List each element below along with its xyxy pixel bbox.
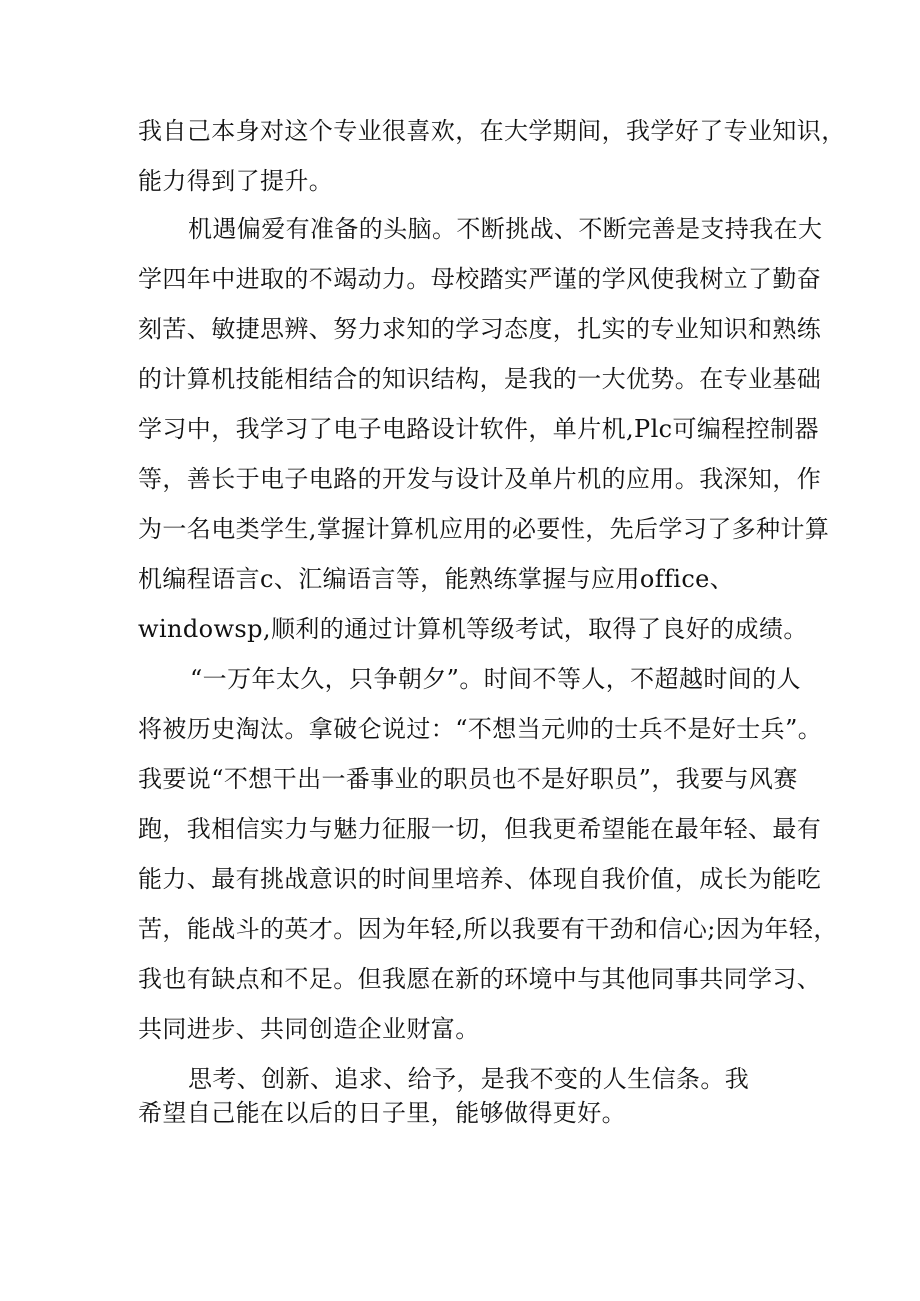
text-line: 学四年中进取的不竭动力。母校踏实严谨的学风使我树立了勤奋 [138, 265, 822, 293]
text-line: 我也有缺点和不足。但我愿在新的环境中与其他同事共同学习、 [138, 965, 822, 993]
text-line: 为一名电类学生,掌握计算机应用的必要性，先后学习了多种计算 [138, 515, 830, 543]
text-line: windowsp,顺利的通过计算机等级考试，取得了良好的成绩。 [138, 615, 808, 643]
text-line: 刻苦、敏捷思辨、努力求知的学习态度，扎实的专业知识和熟练 [138, 315, 822, 343]
text-line: 我自己本身对这个专业很喜欢，在大学期间，我学好了专业知识， [138, 117, 846, 145]
text-line: 等，善长于电子电路的开发与设计及单片机的应用。我深知，作 [138, 465, 822, 493]
text-line: 能力得到了提升。 [138, 167, 334, 195]
text-line: 能力、最有挑战意识的时间里培养、体现自我价值，成长为能吃 [138, 865, 822, 893]
text-line: 机编程语言c、汇编语言等，能熟练掌握与应用office、 [138, 565, 735, 593]
text-line: 将被历史淘汰。拿破仑说过：“不想当元帅的士兵不是好士兵”。 [138, 715, 823, 743]
text-line: 跑，我相信实力与魅力征服一切，但我更希望能在最年轻、最有 [138, 815, 822, 843]
text-line: 我要说“不想干出一番事业的职员也不是好职员”，我要与风赛 [138, 765, 798, 793]
text-line: 学习中，我学习了电子电路设计软件，单片机,Plc可编程控制器 [138, 415, 819, 443]
text-line: 思考、创新、追求、给予，是我不变的人生信条。我 [188, 1065, 750, 1093]
text-line: 苦，能战斗的英才。因为年轻,所以我要有干劲和信心;因为年轻， [138, 915, 838, 943]
text-line: 机遇偏爱有准备的头脑。不断挑战、不断完善是支持我在大 [188, 215, 823, 243]
text-line: 希望自己能在以后的日子里，能够做得更好。 [138, 1099, 626, 1127]
text-line: 的计算机技能相结合的知识结构，是我的一大优势。在专业基础 [138, 365, 822, 393]
text-line: 共同进步、共同创造企业财富。 [138, 1015, 480, 1043]
text-line: “一万年太久，只争朝夕”。时间不等人，不超越时间的人 [190, 665, 801, 693]
